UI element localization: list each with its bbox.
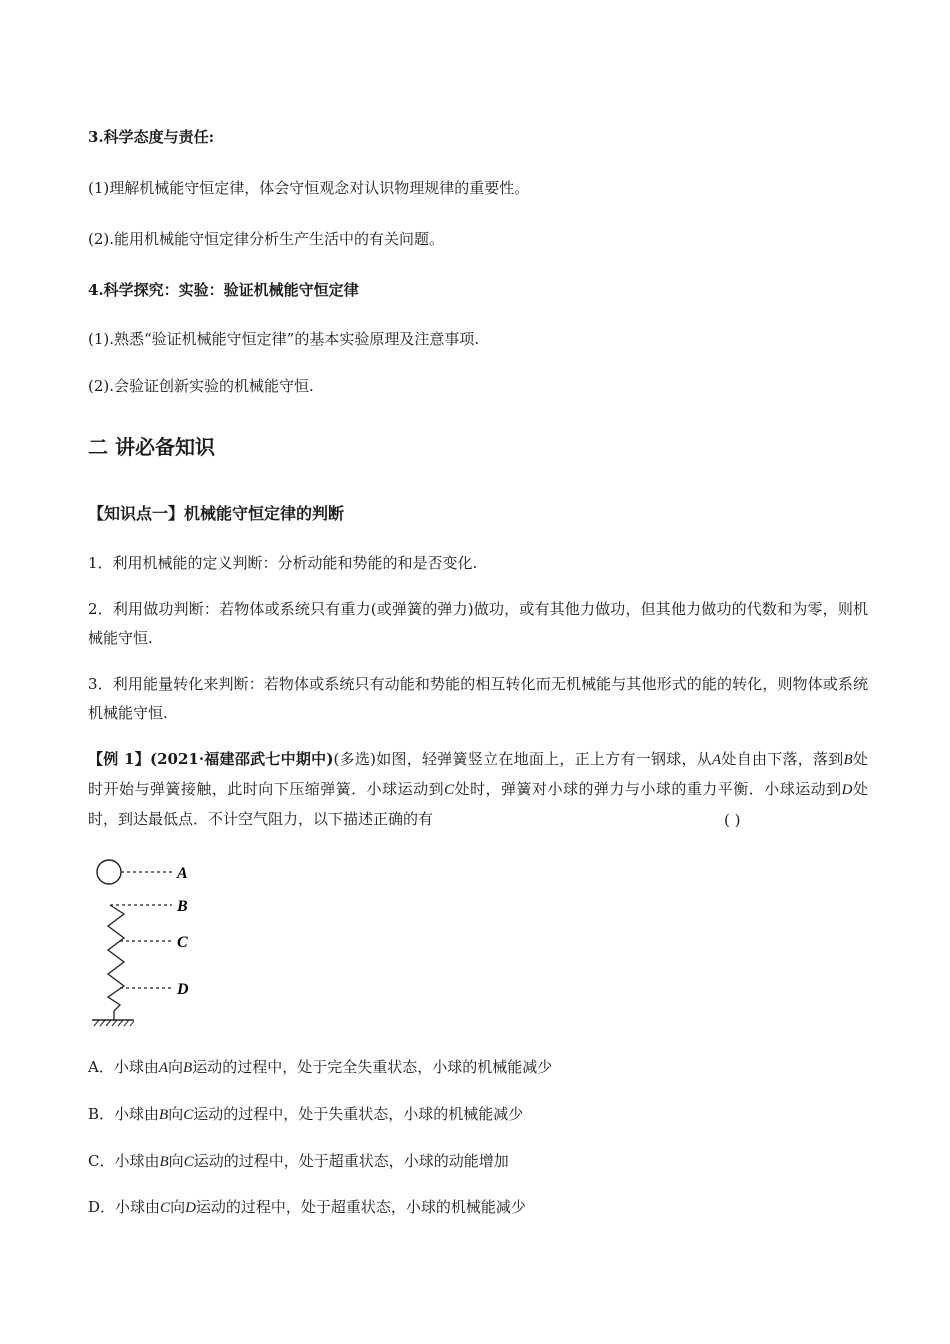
- example-text-2: 处自由下落，落到: [721, 750, 844, 768]
- goal-3-title: 3.科学态度与责任:: [88, 128, 215, 146]
- option-letter: A．: [88, 1058, 114, 1076]
- method-3: 3．利用能量转化来判断：若物体或系统只有动能和势能的相互转化而无机械能与其他形式的能的转化，则物体或系统机械能守恒.: [88, 675, 868, 722]
- option-text: 小球由: [115, 1198, 161, 1216]
- example-source: (2021·福建邵武七中期中): [149, 750, 334, 768]
- steel-ball: [97, 860, 121, 884]
- example-point-d: D: [841, 782, 853, 798]
- goal-3-item-1: (1)理解机械能守恒定律，体会守恒观念对认识物理规律的重要性。: [88, 179, 530, 197]
- label-d: D: [177, 981, 189, 998]
- knowledge-point-title: 【知识点一】机械能守恒定律的判断: [88, 504, 345, 523]
- section-heading: 二 讲必备知识: [88, 435, 215, 459]
- answer-blank: ( ): [724, 811, 741, 829]
- option-text: 小球由: [114, 1105, 160, 1123]
- goal-3-item-2: (2).能用机械能守恒定律分析生产生活中的有关问题。: [88, 230, 445, 248]
- label-a: A: [177, 865, 188, 882]
- label-b: B: [177, 898, 188, 915]
- option-from-point: B: [159, 1154, 169, 1170]
- goal-4-title: 4.科学探究：实验：验证机械能守恒定律: [88, 281, 359, 299]
- option-text: 小球由: [113, 1058, 159, 1076]
- option-c: [88, 1147, 868, 1177]
- option-text: 运动的过程中，处于完全失重状态，小球的机械能减少: [192, 1058, 553, 1076]
- option-from-point: B: [159, 1107, 169, 1123]
- option-d: [88, 1193, 868, 1223]
- option-from-point: A: [158, 1060, 169, 1076]
- method-1: 1．利用机械能的定义判断：分析动能和势能的和是否变化.: [88, 554, 478, 572]
- example-text-1: (多选)如图，轻弹簧竖立在地面上，正上方有一钢球，从: [333, 750, 712, 768]
- option-text: 向: [168, 1058, 184, 1076]
- option-to-point: C: [183, 1154, 194, 1170]
- option-to-point: C: [183, 1107, 194, 1123]
- example-tag: 【例 1】: [88, 750, 150, 768]
- label-c: C: [177, 934, 188, 951]
- option-to-point: B: [183, 1060, 193, 1076]
- option-text: 向: [170, 1198, 186, 1216]
- example-point-c: C: [444, 782, 455, 798]
- option-text: 向: [168, 1152, 184, 1170]
- option-a: [88, 1053, 868, 1083]
- example-text-3: 处时开始与弹簧接触，此时向下压缩弹簧．小球运动到: [88, 750, 868, 798]
- example-text-4: 处时，弹簧对小球的弹力与小球的重力平衡．小球运动到: [454, 780, 842, 798]
- goal-4-item-1: (1).熟悉“验证机械能守恒定律”的基本实验原理及注意事项.: [88, 330, 480, 348]
- option-text: 向: [168, 1105, 184, 1123]
- option-text: 运动的过程中，处于超重状态，小球的动能增加: [193, 1152, 509, 1170]
- option-letter: C．: [88, 1152, 115, 1170]
- option-b: [88, 1100, 868, 1130]
- goal-4-item-2: (2).会验证创新实验的机械能守恒.: [88, 377, 314, 395]
- option-letter: B．: [88, 1105, 115, 1123]
- option-text: 小球由: [114, 1152, 160, 1170]
- option-text: 运动的过程中，处于失重状态，小球的机械能减少: [193, 1105, 524, 1123]
- method-2: 2．利用做功判断：若物体或系统只有重力(或弹簧的弹力)做功，或有其他力做功，但其他力做功的代数和为零，则机械能守恒.: [88, 600, 868, 647]
- option-to-point: D: [185, 1200, 196, 1216]
- example-point-b: B: [843, 752, 853, 768]
- option-from-point: C: [160, 1200, 171, 1216]
- option-text: 运动的过程中，处于超重状态，小球的机械能减少: [195, 1198, 526, 1216]
- example-text-5: 处时，到达最低点．不计空气阻力，以下描述正确的有: [88, 780, 868, 828]
- spring-ball-diagram: [88, 855, 208, 1030]
- option-letter: D．: [88, 1198, 116, 1216]
- ground-hatching: [94, 1020, 134, 1026]
- spring: [108, 905, 124, 1020]
- example-point-a: A: [712, 752, 722, 768]
